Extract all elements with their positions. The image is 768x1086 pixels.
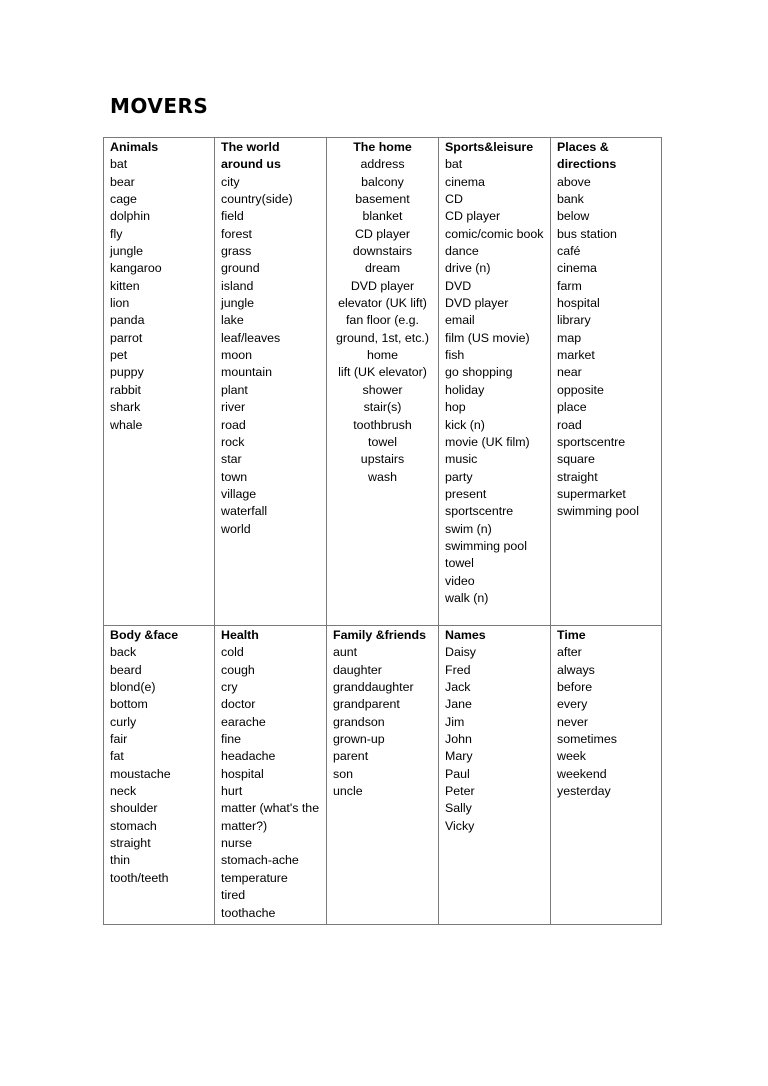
vocab-word: daughter: [333, 662, 382, 677]
vocab-word: fly: [110, 226, 123, 241]
vocab-word: fair: [110, 732, 128, 747]
vocab-word: never: [557, 714, 588, 729]
vocab-word: market: [557, 348, 595, 363]
vocab-word: cinema: [557, 261, 597, 276]
vocab-word: kick (n): [445, 417, 485, 432]
vocab-word: Sally: [445, 801, 472, 816]
section-cell: [439, 626, 551, 925]
vocab-word: shoulder: [110, 801, 158, 816]
section-heading: Names: [445, 628, 486, 642]
section-heading: Health: [221, 628, 259, 642]
vocab-word: holiday: [445, 382, 485, 397]
vocab-word: hop: [445, 400, 466, 415]
vocab-word: jungle: [221, 296, 255, 311]
vocab-word: fish: [445, 348, 465, 363]
vocab-word: wash: [368, 469, 397, 484]
vocab-word: cinema: [445, 174, 485, 189]
vocab-word: country(side): [221, 192, 293, 207]
vocab-word: neck: [110, 784, 137, 799]
vocab-word: bat: [110, 157, 128, 172]
vocab-word: parrot: [110, 330, 143, 345]
section-heading: Animals: [110, 140, 159, 154]
vocab-word: towel: [368, 434, 397, 449]
vocab-word: blanket: [362, 209, 403, 224]
vocab-word: moon: [221, 348, 252, 363]
vocab-word: nurse: [221, 836, 252, 851]
vocab-word: parent: [333, 749, 369, 764]
vocab-word: square: [557, 452, 595, 467]
vocab-word: waterfall: [221, 504, 268, 519]
vocab-word: library: [557, 313, 591, 328]
vocab-word: basement: [355, 192, 410, 207]
vocab-word: Jack: [445, 680, 471, 695]
section-heading: Family &friends: [333, 628, 426, 642]
vocab-word: stair(s): [363, 400, 402, 415]
vocab-word: Vicky: [445, 818, 475, 833]
vocab-word: CD: [445, 192, 463, 207]
vocab-word: Jane: [445, 697, 472, 712]
section-cell: [215, 626, 327, 925]
vocab-word: film (US movie): [445, 330, 530, 345]
section-cell: [551, 626, 662, 925]
vocab-word: blond(e): [110, 680, 156, 695]
vocab-word: kangaroo: [110, 261, 162, 276]
vocab-word: towel: [445, 556, 474, 571]
vocab-word: cold: [221, 645, 244, 660]
vocab-word: fan floor (e.g. ground, 1st, etc.): [336, 313, 429, 345]
vocab-word: son: [333, 766, 353, 781]
vocab-word: Fred: [445, 662, 471, 677]
vocab-word: rabbit: [110, 382, 141, 397]
vocab-word: video: [445, 573, 475, 588]
section-cell: [104, 626, 215, 925]
vocab-word: temperature: [221, 870, 288, 885]
vocab-word: after: [557, 645, 582, 660]
vocab-word: cry: [221, 680, 238, 695]
vocab-word: supermarket: [557, 486, 626, 501]
vocab-word: music: [445, 452, 478, 467]
vocab-word: John: [445, 732, 472, 747]
vocab-word: home: [367, 348, 398, 363]
vocab-word: thin: [110, 853, 130, 868]
vocab-word: star: [221, 452, 242, 467]
vocab-word: road: [221, 417, 246, 432]
vocab-word: hospital: [221, 766, 264, 781]
vocab-word: Jim: [445, 714, 465, 729]
vocab-word: before: [557, 680, 593, 695]
section-cell: [551, 138, 662, 626]
vocab-word: grandson: [333, 714, 385, 729]
vocab-word: river: [221, 400, 246, 415]
vocab-word: tooth/teeth: [110, 870, 169, 885]
vocab-word: party: [445, 469, 473, 484]
vocab-word: tired: [221, 888, 246, 903]
vocab-word: toothache: [221, 905, 276, 920]
vocab-word: ground: [221, 261, 260, 276]
vocabulary-table: [103, 137, 662, 925]
section-cell: [327, 138, 439, 626]
vocab-word: uncle: [333, 784, 363, 799]
vocab-word: doctor: [221, 697, 256, 712]
vocab-word: balcony: [361, 174, 404, 189]
vocab-word: straight: [110, 836, 151, 851]
vocab-word: sportscentre: [557, 434, 626, 449]
vocab-word: stomach: [110, 818, 157, 833]
vocab-word: yesterday: [557, 784, 611, 799]
vocab-word: grandparent: [333, 697, 400, 712]
page-title: MOVERS: [110, 94, 209, 118]
vocab-word: city: [221, 174, 240, 189]
vocab-word: forest: [221, 226, 252, 241]
vocab-word: panda: [110, 313, 145, 328]
vocab-word: leaf/leaves: [221, 330, 281, 345]
vocab-word: lake: [221, 313, 244, 328]
vocab-word: comic/comic book: [445, 226, 544, 241]
vocab-word: Paul: [445, 766, 470, 781]
vocab-word: headache: [221, 749, 276, 764]
vocab-word: weekend: [557, 766, 607, 781]
vocab-word: back: [110, 645, 137, 660]
section-cell: [439, 138, 551, 626]
vocab-word: granddaughter: [333, 680, 414, 695]
vocab-word: cough: [221, 662, 255, 677]
vocab-word: bear: [110, 174, 135, 189]
section-cell: [327, 626, 439, 925]
vocab-word: whale: [110, 417, 143, 432]
vocab-word: town: [221, 469, 248, 484]
vocab-word: grass: [221, 244, 252, 259]
vocab-word: Peter: [445, 784, 475, 799]
vocab-word: always: [557, 662, 595, 677]
vocab-word: plant: [221, 382, 248, 397]
vocab-word: lift (UK elevator): [338, 365, 427, 380]
vocab-word: every: [557, 697, 588, 712]
vocab-word: dream: [364, 261, 401, 276]
table-row: [104, 626, 662, 925]
vocab-word: jungle: [110, 244, 144, 259]
vocab-word: world: [221, 521, 251, 536]
section-heading: The world around us: [221, 140, 281, 172]
vocab-word: bottom: [110, 697, 148, 712]
vocab-word: matter (what's the matter?): [221, 801, 320, 833]
vocab-word: sometimes: [557, 732, 617, 747]
vocab-word: shower: [362, 382, 403, 397]
vocab-word: upstairs: [360, 452, 405, 467]
vocab-word: hospital: [557, 296, 600, 311]
vocab-word: address: [360, 157, 405, 172]
section-heading: Places & directions: [557, 140, 617, 172]
vocab-word: kitten: [110, 278, 140, 293]
vocab-word: beard: [110, 662, 142, 677]
vocab-word: above: [557, 174, 591, 189]
vocab-word: CD player: [354, 226, 411, 241]
section-heading: Sports&leisure: [445, 140, 534, 154]
vocab-word: opposite: [557, 382, 604, 397]
vocab-word: island: [221, 278, 254, 293]
vocab-word: DVD player: [350, 278, 415, 293]
vocab-word: fat: [110, 749, 124, 764]
vocab-word: mountain: [221, 365, 272, 380]
vocab-word: shark: [110, 400, 141, 415]
vocab-word: downstairs: [352, 244, 413, 259]
vocab-word: straight: [557, 469, 598, 484]
vocab-word: road: [557, 417, 582, 432]
vocab-word: elevator (UK lift): [338, 296, 427, 311]
section-cell: [104, 138, 215, 626]
vocab-word: swim (n): [445, 521, 492, 536]
vocab-word: farm: [557, 278, 582, 293]
vocab-word: week: [557, 749, 586, 764]
vocab-word: earache: [221, 714, 266, 729]
vocab-word: dance: [445, 244, 479, 259]
vocab-word: walk (n): [445, 590, 489, 605]
vocab-word: Daisy: [445, 645, 476, 660]
section-heading: The home: [353, 140, 412, 154]
section-cell: [215, 138, 327, 626]
vocab-word: cage: [110, 192, 137, 207]
vocab-word: grown-up: [333, 732, 385, 747]
vocab-word: go shopping: [445, 365, 513, 380]
table-row: [104, 138, 662, 626]
vocab-word: present: [445, 486, 487, 501]
vocab-word: rock: [221, 434, 245, 449]
vocab-word: CD player: [445, 209, 501, 224]
vocab-word: toothbrush: [353, 417, 412, 432]
vocab-word: bus station: [557, 226, 617, 241]
vocab-word: DVD: [445, 278, 472, 293]
vocab-word: near: [557, 365, 582, 380]
vocab-word: field: [221, 209, 244, 224]
vocab-word: curly: [110, 714, 137, 729]
vocab-word: bat: [445, 157, 463, 172]
vocab-word: swimming pool: [557, 504, 639, 519]
vocab-word: fine: [221, 732, 241, 747]
vocab-word: pet: [110, 348, 128, 363]
section-heading: Body &face: [110, 628, 179, 642]
vocab-word: aunt: [333, 645, 358, 660]
vocab-word: café: [557, 244, 581, 259]
vocab-word: DVD player: [445, 296, 509, 311]
vocab-word: Mary: [445, 749, 473, 764]
vocab-word: email: [445, 313, 475, 328]
vocab-word: place: [557, 400, 587, 415]
vocab-word: drive (n): [445, 261, 491, 276]
vocab-word: puppy: [110, 365, 144, 380]
vocab-word: bank: [557, 192, 584, 207]
vocab-word: sportscentre: [445, 504, 514, 519]
vocab-word: dolphin: [110, 209, 150, 224]
vocab-word: below: [557, 209, 590, 224]
vocab-word: stomach-ache: [221, 853, 299, 868]
vocab-word: village: [221, 486, 257, 501]
vocab-word: lion: [110, 296, 130, 311]
vocab-word: hurt: [221, 784, 243, 799]
vocab-word: map: [557, 330, 582, 345]
section-heading: Time: [557, 628, 586, 642]
vocab-word: movie (UK film): [445, 434, 530, 449]
vocab-word: swimming pool: [445, 538, 527, 553]
vocab-word: moustache: [110, 766, 171, 781]
